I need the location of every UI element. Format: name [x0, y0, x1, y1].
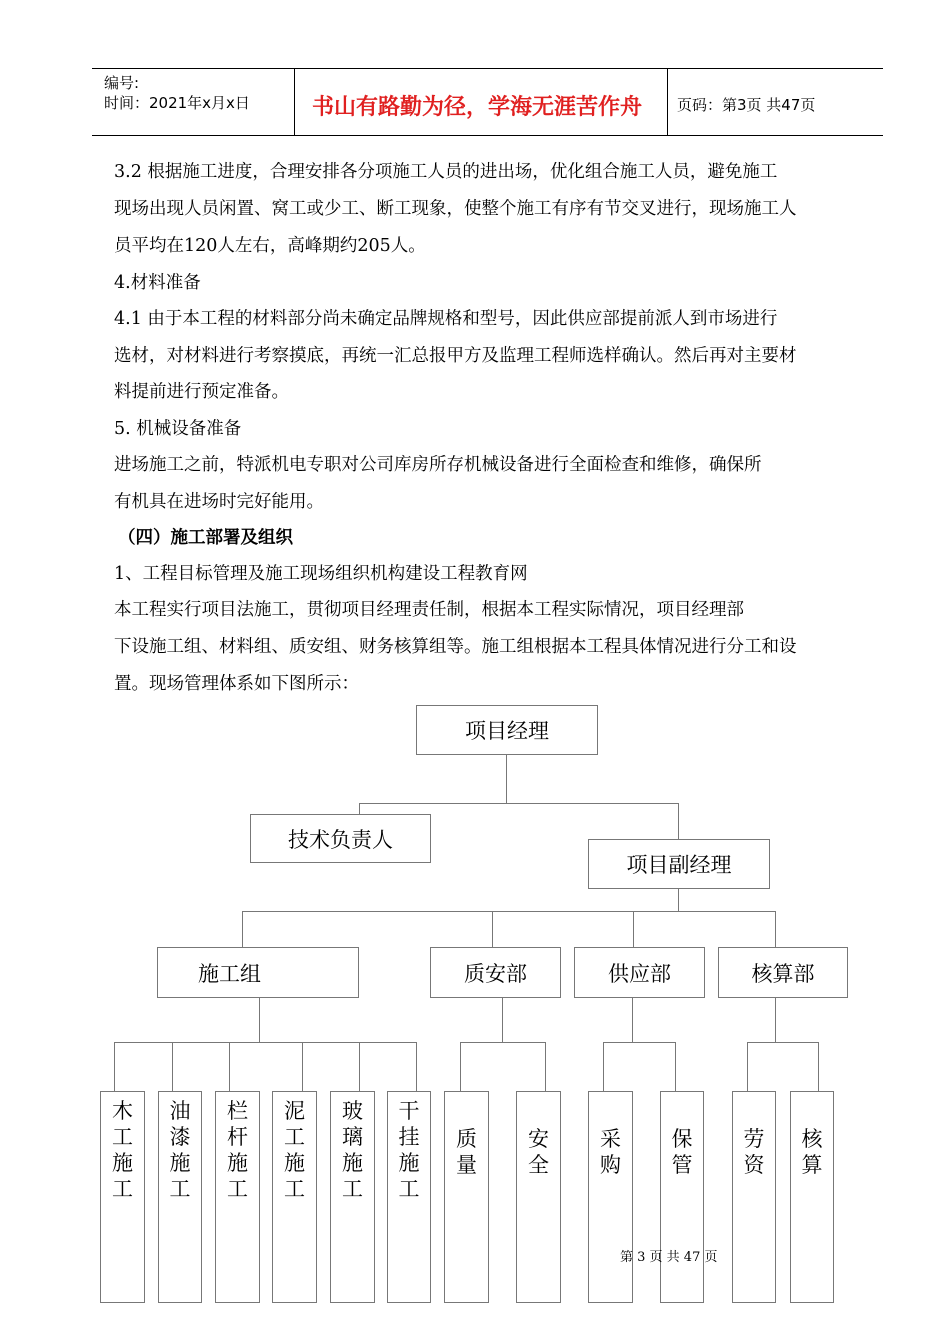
org-leaf-painting: 油 漆 施 工: [158, 1091, 202, 1303]
connector: [229, 1042, 230, 1092]
org-leaf-glass: 玻 璃 施 工: [330, 1091, 375, 1303]
connector: [242, 911, 243, 948]
org-box-accounting: 核算部: [718, 947, 848, 998]
paragraph-line: 本工程实行项目法施工，贯彻项目经理责任制，根据本工程实际情况，项目经理部: [114, 600, 744, 620]
connector: [545, 1042, 546, 1092]
connector: [502, 997, 503, 1043]
connector: [747, 1042, 819, 1043]
org-box-supply: 供应部: [574, 947, 705, 998]
org-box-quality-safety: 质安部: [430, 947, 561, 998]
connector: [416, 1042, 417, 1092]
org-leaf-carpentry: 木 工 施 工: [100, 1091, 145, 1303]
org-leaf-dry-hanging: 干 挂 施 工: [387, 1091, 431, 1303]
connector: [114, 1042, 417, 1043]
org-leaf-quality: 质 量: [444, 1091, 489, 1303]
paragraph-line: 3.2 根据施工进度，合理安排各分项施工人员的进出场，优化组合施工人员，避免施工: [114, 162, 778, 182]
connector: [675, 1042, 676, 1092]
org-box-project-manager: 项目经理: [416, 705, 598, 755]
connector: [492, 911, 493, 948]
connector: [114, 1042, 115, 1092]
paragraph-line: 现场出现人员闲置、窝工或少工、断工现象，使整个施工有序有节交叉进行，现场施工人: [114, 199, 797, 219]
connector: [242, 911, 776, 912]
connector: [633, 911, 634, 948]
org-leaf-purchasing: 采 购: [588, 1091, 633, 1303]
connector: [603, 1042, 604, 1092]
org-leaf-railing: 栏 杆 施 工: [215, 1091, 260, 1303]
connector: [678, 803, 679, 840]
header-top-rule: [92, 68, 883, 69]
paragraph-line: 4.1 由于本工程的材料部分尚未确定品牌规格和型号，因此供应部提前派人到市场进行: [114, 309, 778, 329]
connector: [302, 1042, 303, 1092]
paragraph-line: 有机具在进场时完好能用。: [114, 492, 324, 512]
paragraph-line: 下设施工组、材料组、质安组、财务核算组等。施工组根据本工程具体情况进行分工和设: [114, 637, 797, 657]
header-divider-2: [667, 68, 668, 136]
connector: [632, 997, 633, 1043]
org-leaf-storage: 保 管: [660, 1091, 704, 1303]
org-leaf-accounting: 核 算: [790, 1091, 834, 1303]
connector: [359, 1042, 360, 1092]
paragraph-line: 料提前进行预定准备。: [114, 382, 289, 402]
header-bottom-rule: [92, 135, 883, 136]
section-title: （四）施工部署及组织: [118, 528, 293, 548]
org-leaf-safety: 安 全: [516, 1091, 561, 1303]
paragraph-line: 选材，对材料进行考察摸底，再统一汇总报甲方及监理工程师选样确认。然后再对主要材: [114, 346, 797, 366]
org-box-deputy-manager: 项目副经理: [588, 839, 770, 889]
connector: [603, 1042, 676, 1043]
header-motto: 书山有路勤为径，学海无涯苦作舟: [312, 95, 643, 120]
connector: [506, 754, 507, 804]
paragraph-line: 进场施工之前，特派机电专职对公司库房所存机械设备进行全面检查和维修，确保所: [114, 455, 762, 475]
header-serial-label: 编号:: [104, 74, 140, 92]
header-divider-1: [294, 68, 295, 136]
connector: [259, 997, 260, 1042]
heading-org: 1、工程目标管理及施工现场组织机构建设工程教育网: [114, 564, 528, 584]
connector: [775, 997, 776, 1043]
connector: [172, 1042, 173, 1092]
heading-materials: 4.材料准备: [114, 273, 201, 293]
connector: [359, 803, 679, 804]
connector: [460, 1042, 546, 1043]
connector: [747, 1042, 748, 1092]
connector: [775, 911, 776, 948]
org-box-construction-group: 施工组: [157, 947, 359, 998]
paragraph-line: 置。现场管理体系如下图所示：: [114, 674, 359, 694]
header-time: 时间：2021年x月x日: [104, 94, 250, 112]
paragraph-line: 员平均在120人左右，高峰期约205人。: [114, 236, 426, 256]
org-leaf-labor: 劳 资: [732, 1091, 776, 1303]
org-box-technical-lead: 技术负责人: [250, 814, 431, 863]
connector: [460, 1042, 461, 1092]
heading-machinery: 5. 机械设备准备: [114, 419, 242, 439]
header-page-code: 页码：第3页 共47页: [677, 96, 816, 114]
connector: [678, 888, 679, 912]
org-leaf-masonry: 泥 工 施 工: [272, 1091, 317, 1303]
connector: [818, 1042, 819, 1092]
page-footer: 第 3 页 共 47 页: [620, 1250, 718, 1265]
